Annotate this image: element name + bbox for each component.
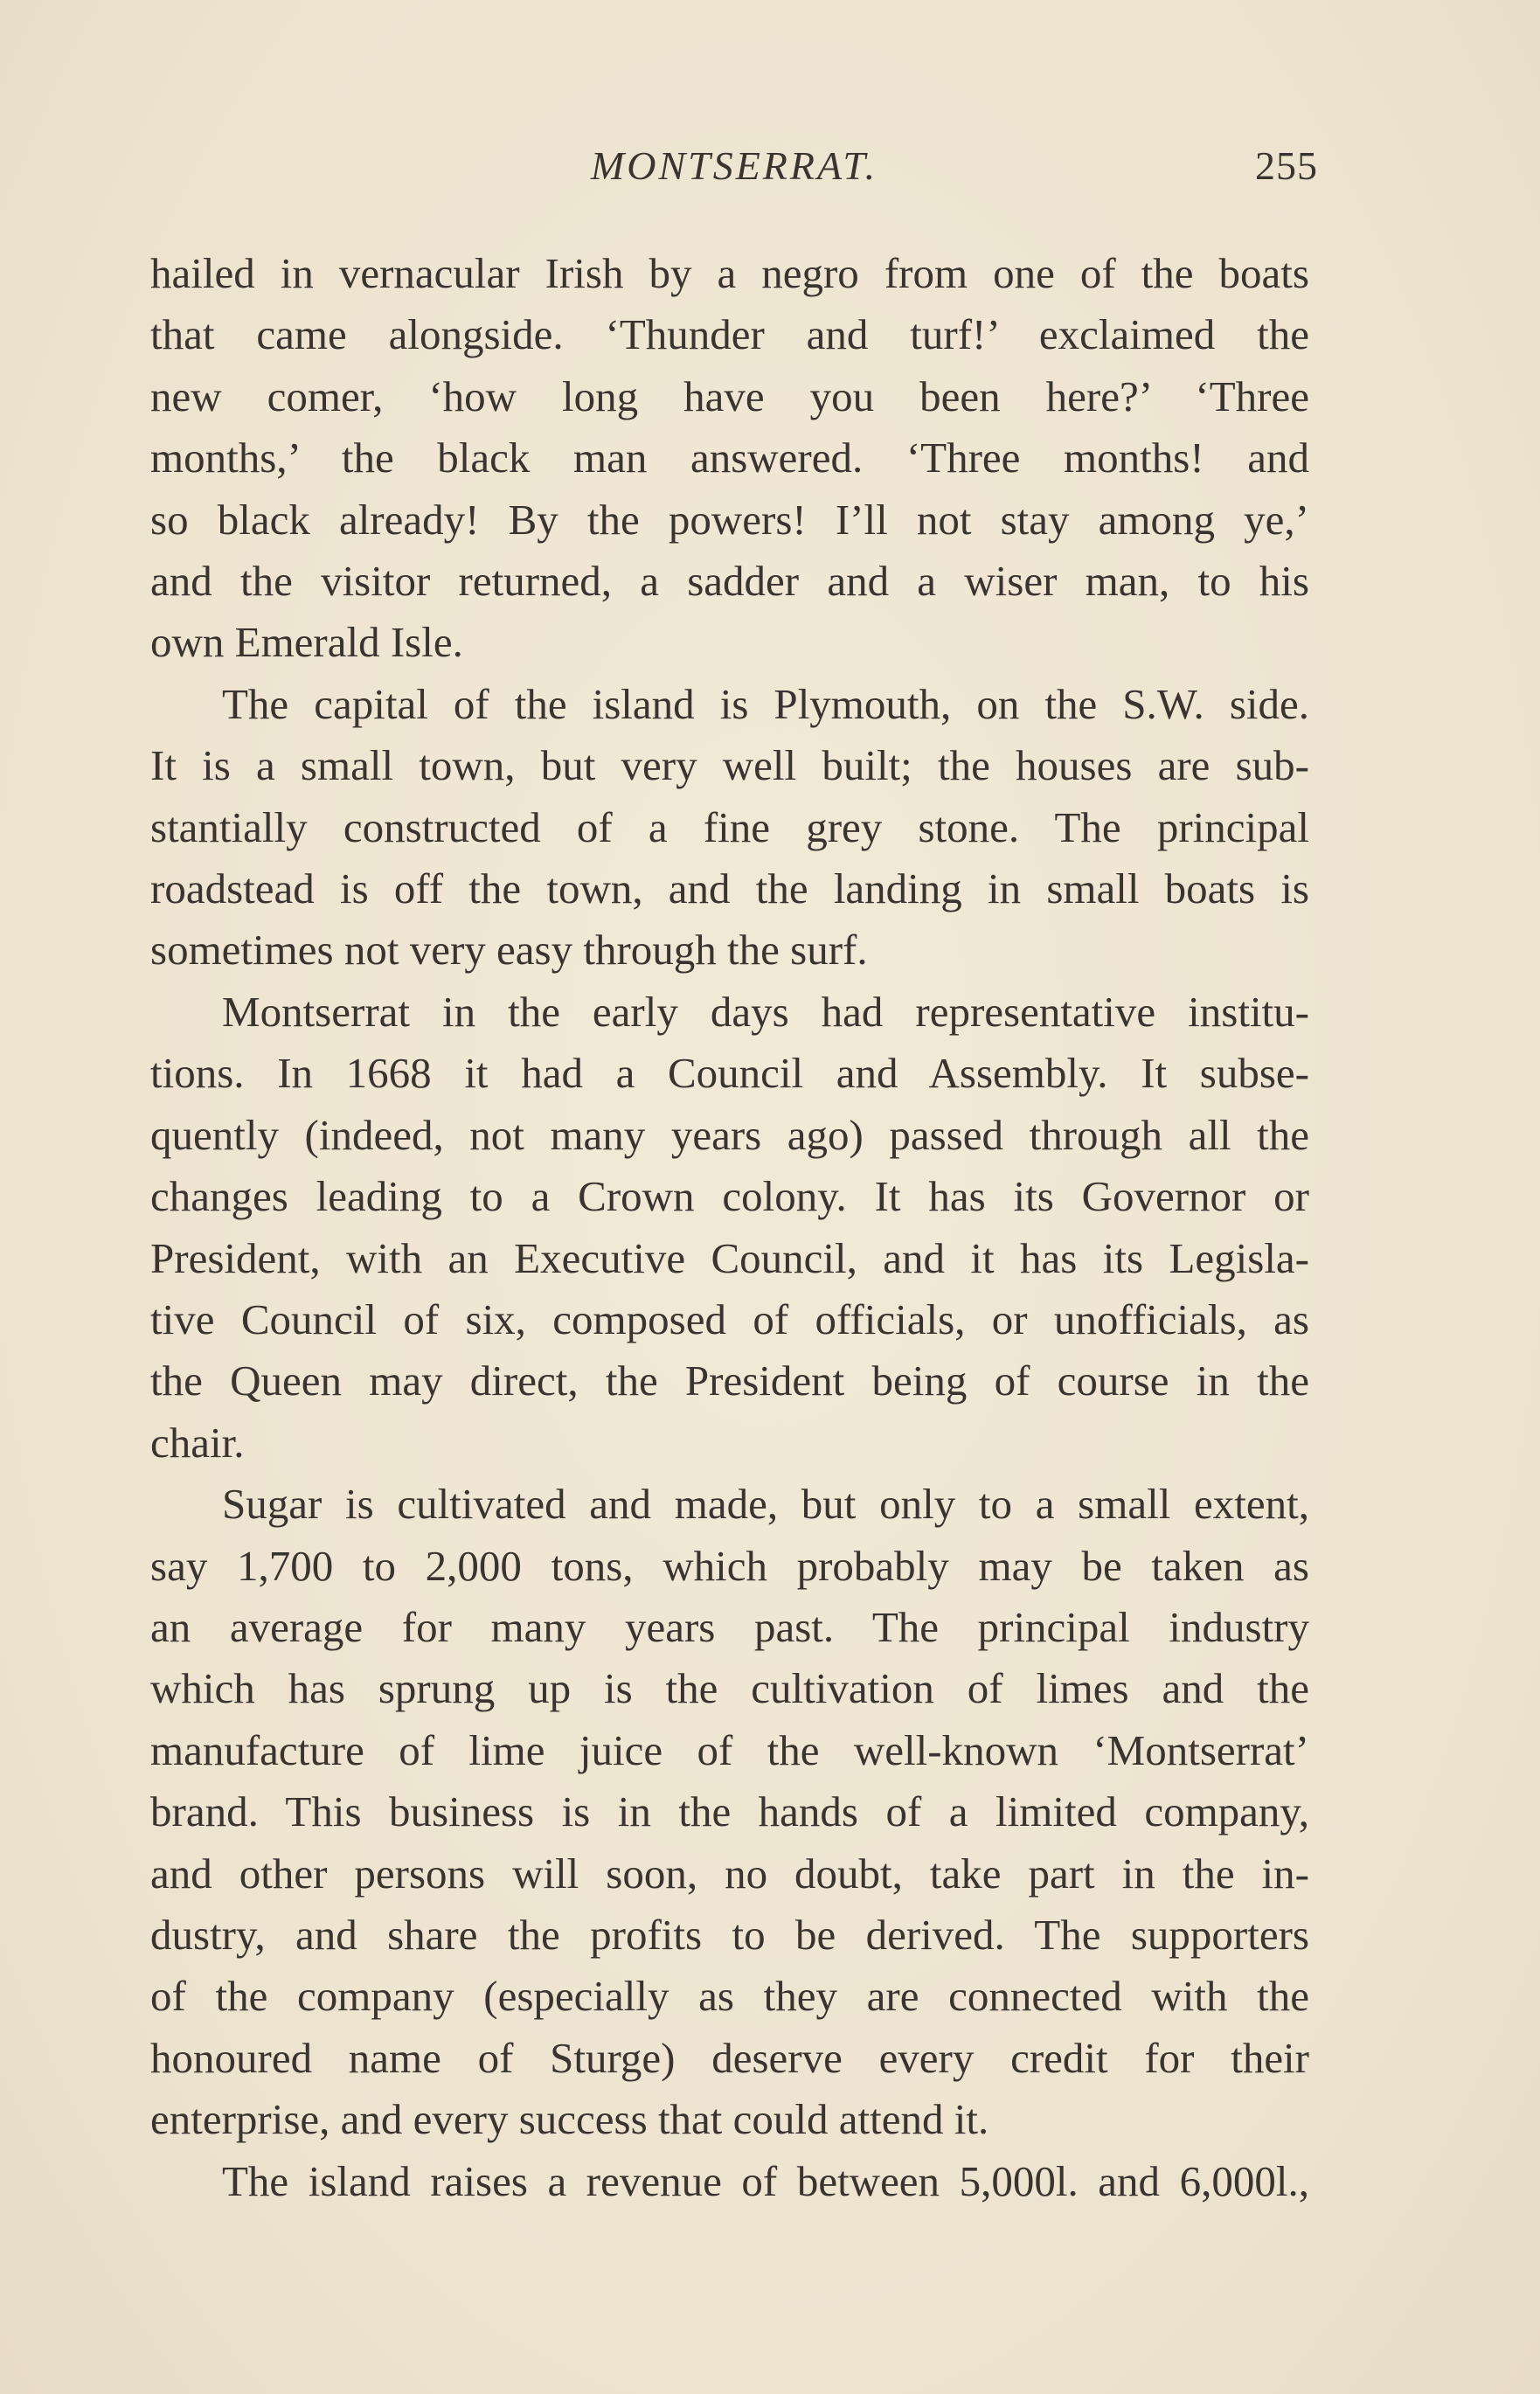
text-line: tions. In 1668 it had a Council and Assembly. It subse- — [150, 1049, 1309, 1098]
paragraph-1 — [150, 243, 1309, 674]
text-line: roadstead is off the town, and the landing in small boats is — [150, 864, 1309, 913]
text-line: Montserrat in the early days had representative institu- — [222, 987, 1309, 1036]
paragraph-5 — [150, 2151, 1309, 2212]
running-title: MONTSERRAT. — [590, 143, 878, 188]
text-line: of the company (especially as they are connected with the — [150, 1972, 1309, 2021]
text-line: enterprise, and every success that could attend it. — [150, 2095, 989, 2144]
text-line: an average for many years past. The principal industry — [150, 1602, 1309, 1651]
text-line: which has sprung up is the cultivation of limes and the — [150, 1664, 1309, 1713]
page-number: 255 — [1255, 143, 1318, 188]
body-text — [150, 243, 1309, 2212]
text-line: the Queen may direct, the President being of course in the — [150, 1357, 1309, 1405]
text-line: and other persons will soon, no doubt, take part in the in- — [150, 1849, 1309, 1898]
text-line: hailed in vernacular Irish by a negro from one of the boats — [150, 249, 1309, 297]
text-line: own Emerald Isle. — [150, 618, 463, 667]
text-line: stantially constructed of a fine grey stone. The principal — [150, 802, 1309, 851]
text-line: chair. — [150, 1418, 245, 1467]
text-line: It is a small town, but very well built; the houses are sub- — [150, 741, 1309, 790]
text-line: President, with an Executive Council, and it has its Legisla- — [150, 1233, 1309, 1282]
paragraph-3 — [150, 982, 1309, 1474]
text-line: and the visitor returned, a sadder and a wiser man, to his — [150, 557, 1309, 606]
text-line: new comer, ‘how long have you been here?’ ‘Three — [150, 371, 1309, 420]
text-line: brand. This business is in the hands of a limited company, — [150, 1787, 1309, 1836]
text-line: Sugar is cultivated and made, but only to a small extent, — [222, 1480, 1309, 1529]
text-line: tive Council of six, composed of officials, or unofficials, as — [150, 1294, 1309, 1343]
text-line: The island raises a revenue of between 5,000l. and 6,000l., — [222, 2156, 1309, 2205]
text-line: dustry, and share the profits to be derived. The supporters — [150, 1910, 1309, 1959]
text-line: The capital of the island is Plymouth, on the S.W. side. — [222, 679, 1309, 728]
text-line: that came alongside. ‘Thunder and turf!’ exclaimed the — [150, 310, 1309, 359]
text-line: months,’ the black man answered. ‘Three months! and — [150, 434, 1309, 482]
text-line: sometimes not very easy through the surf. — [150, 926, 868, 975]
text-line: changes leading to a Crown colony. It has its Governor or — [150, 1172, 1309, 1221]
page-header — [150, 140, 1318, 192]
paragraph-2 — [150, 674, 1309, 982]
text-line: quently (indeed, not many years ago) passed through all the — [150, 1110, 1309, 1159]
text-line: so black already! By the powers! I’ll not stay among ye,’ — [150, 495, 1309, 544]
text-line: manufacture of lime juice of the well-known ‘Montserrat’ — [150, 1725, 1309, 1774]
text-line: honoured name of Sturge) deserve every credit for their — [150, 2033, 1309, 2082]
paragraph-4 — [150, 1474, 1309, 2150]
text-line: say 1,700 to 2,000 tons, which probably may be taken as — [150, 1541, 1309, 1590]
